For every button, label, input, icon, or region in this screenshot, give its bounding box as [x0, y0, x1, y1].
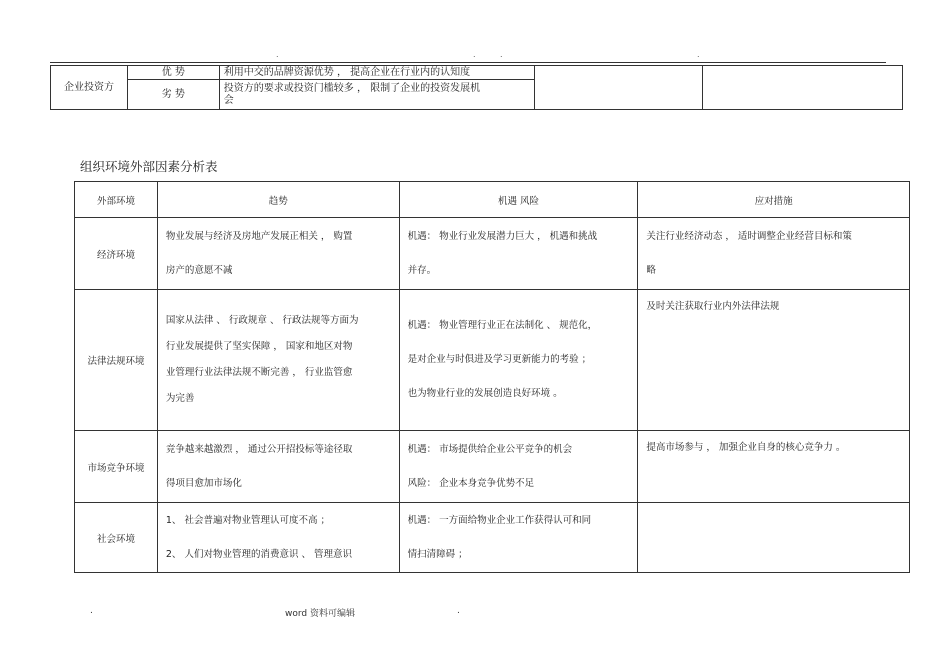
col-header-measures: 应对措施 [638, 182, 910, 218]
measure-cell [638, 431, 910, 503]
table-row [75, 218, 910, 290]
analysis-table [74, 181, 910, 573]
header-dot: . [500, 50, 503, 59]
measure-cell [638, 290, 910, 431]
text-line: 机遇： 物业管理行业正在法制化 、 规范化， [407, 320, 598, 331]
env-cell: 市场竞争环境 [75, 431, 158, 503]
col-header-env: 外部环境 [75, 182, 158, 218]
strength-label: 优 势 [127, 66, 219, 80]
text-line: 行业发展提供了坚实保障 ， 国家和地区对物 [165, 341, 353, 352]
header-dot: . [697, 50, 700, 59]
opportunity-cell [399, 503, 638, 573]
opportunity-cell [399, 431, 638, 503]
weakness-text-line: 投资方的要求或投资门槛较多 ， 限制了企业的投资发展机 [223, 82, 481, 94]
text-line: 机遇： 市场提供给企业公平竞争的机会 [407, 443, 573, 455]
text-line: 1、 社会普遍对物业管理认可度不高 ； [165, 514, 330, 526]
investor-table [50, 65, 903, 110]
text-line: 是对企业与时俱进及学习更新能力的考验 ； [407, 354, 592, 365]
header-row [75, 182, 910, 218]
opportunity-cell [399, 218, 638, 290]
text-line: 竞争越来越激烈 ， 通过公开招投标等途径取 [165, 443, 353, 455]
trend-cell [157, 290, 399, 431]
text-line: 提高市场参与 ， 加强企业自身的核心竞争力 。 [646, 442, 846, 453]
footer-dot: . [90, 606, 93, 616]
text-line: 机遇： 物业行业发展潜力巨大 ， 机遇和挑战 [407, 230, 598, 242]
env-cell: 经济环境 [75, 218, 158, 290]
weakness-label: 劣 势 [127, 80, 219, 110]
measure-cell [638, 503, 910, 573]
strength-text: 利用中交的品牌资源优势 ， 提高企业在行业内的认知度 [219, 66, 535, 80]
text-line: 物业发展与经济及房地产发展正相关 ， 购置 [165, 230, 353, 242]
opportunity-cell [399, 290, 638, 431]
col-header-opportunity: 机遇 风险 [399, 182, 638, 218]
text-line: 并存。 [407, 264, 437, 276]
trend-cell [157, 503, 399, 573]
investor-label: 企业投资方 [51, 66, 128, 110]
text-line: 国家从法律 、 行政规章 、 行政法规等方面为 [165, 315, 359, 326]
env-cell: 法律法规环境 [75, 290, 158, 431]
text-line: 得项目愈加市场化 [165, 477, 242, 489]
text-line: 关注行业经济动态 ， 适时调整企业经营目标和策 [646, 230, 852, 242]
weakness-text-line: 会 [223, 94, 234, 106]
text-line: 也为物业行业的发展创造良好环境 。 [407, 388, 563, 399]
trend-cell [157, 218, 399, 290]
header-dot: . [276, 50, 279, 59]
table-row [75, 503, 910, 573]
text-line: 2、 人们对物业管理的消费意识 、 管理意识 [165, 548, 352, 560]
empty-cell [535, 66, 703, 110]
weakness-text [219, 80, 535, 110]
header-dot: . [473, 50, 476, 59]
table-caption: 组织环境外部因素分析表 [80, 159, 218, 174]
text-line: 房产的意愿不减 [165, 264, 233, 276]
text-line: 业管理行业法律法规不断完善 ， 行业监管愈 [165, 367, 353, 378]
text-line: 情扫清障碍 ； [407, 548, 468, 560]
text-line: 为完善 [165, 393, 195, 404]
text-line: 机遇： 一方面给物业企业工作获得认可和同 [407, 514, 592, 526]
col-header-trend: 趋势 [157, 182, 399, 218]
text-line: 及时关注获取行业内外法律法规 [646, 301, 780, 312]
text-line: 略 [646, 264, 656, 276]
table-row [75, 431, 910, 503]
env-cell: 社会环境 [75, 503, 158, 573]
header-rule [50, 62, 886, 63]
footer-dot: . [457, 606, 460, 616]
measure-cell [638, 218, 910, 290]
text-line: 风险： 企业本身竞争优势不足 [407, 477, 535, 489]
empty-cell [703, 66, 903, 110]
table-row [75, 290, 910, 431]
trend-cell [157, 431, 399, 503]
footer-text: word 资料可编辑 [285, 609, 355, 619]
